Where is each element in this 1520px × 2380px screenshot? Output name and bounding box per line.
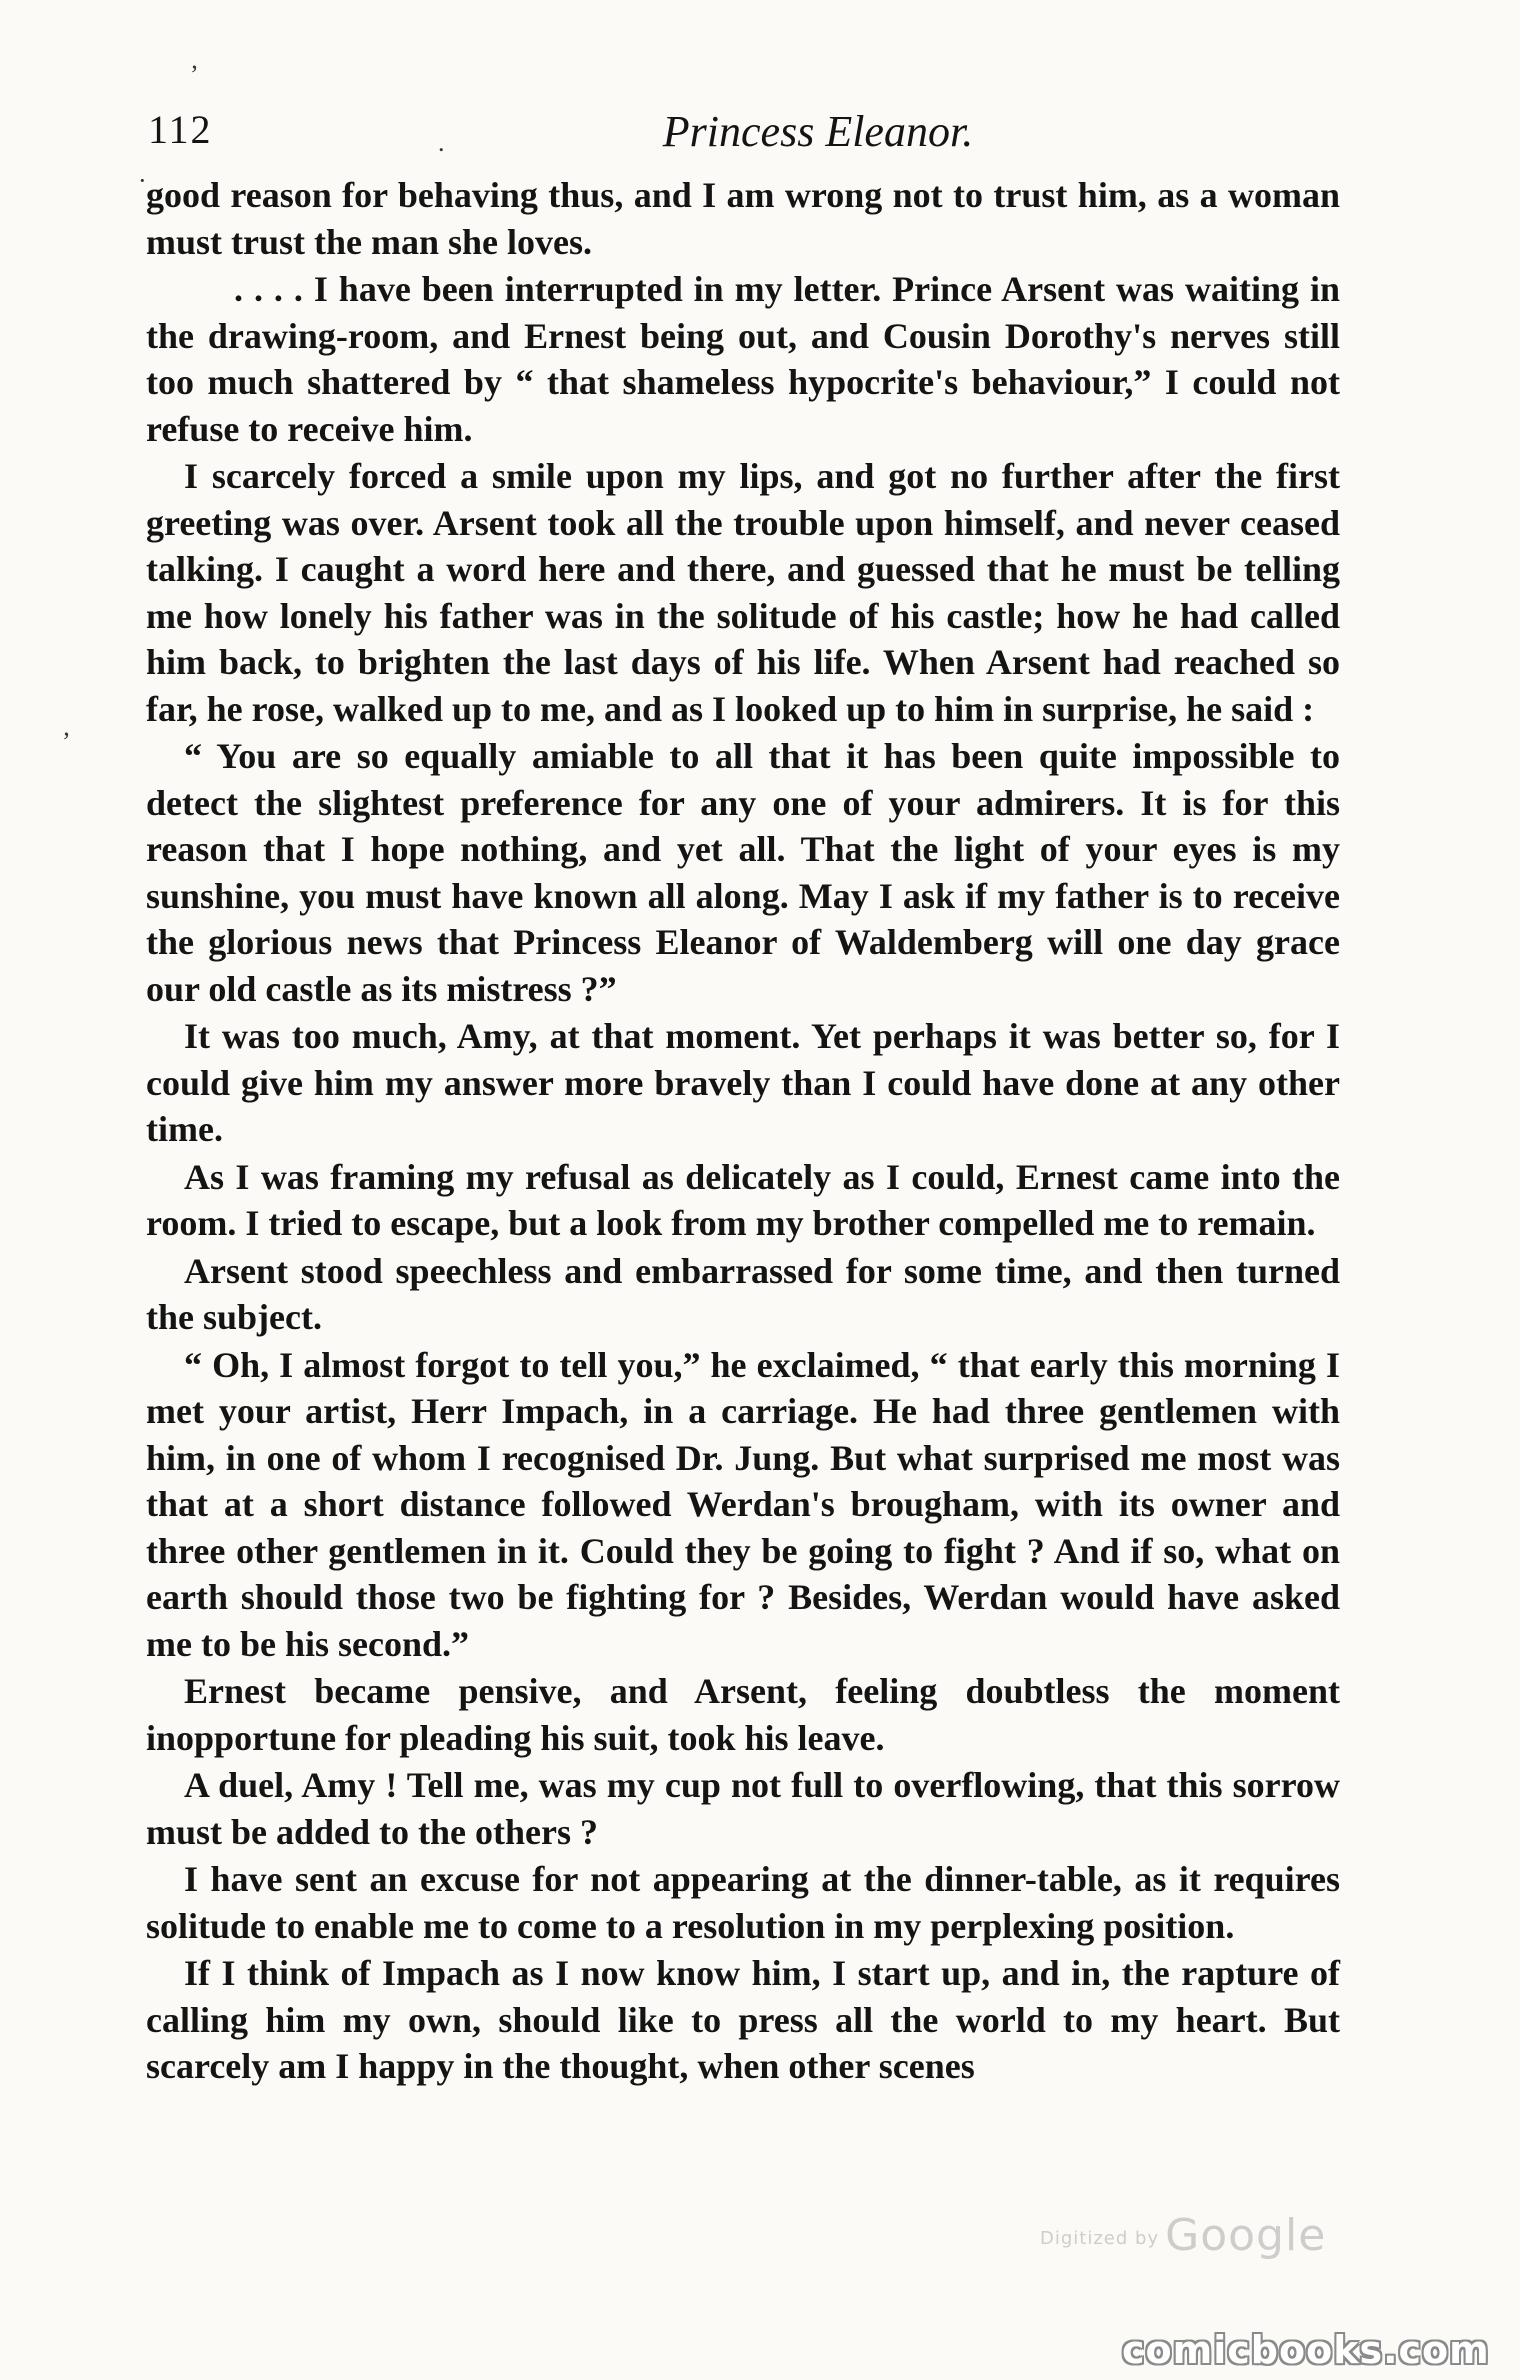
margin-speck: ’ xyxy=(190,60,199,89)
paragraph: Ernest became pensive, and Arsent, feeling doubtless the moment inopportune for pleading his suit, took his leave. xyxy=(146,1671,1340,1758)
paragraph: “ Oh, I almost forgot to tell you,” he exclaimed, “ that early this morning I met your artist, Herr Impach, in a carriage. He had three gentlemen with him, in one of whom I recognised Dr. Jung. But what surprised me most was that at a short distance followed Werdan's brougham, with its owner and three other gentlemen in it. Could they be going to fight ? And if so, what on earth should those two be fighting for ? Besides, Werdan would have asked me to be his second.” xyxy=(146,1344,1340,1664)
paragraph: It was too much, Amy, at that moment. Yet perhaps it was better so, for I could give him my answer more bravely than I could have done at any other time. xyxy=(146,1016,1340,1149)
body-text xyxy=(146,172,1340,2091)
google-watermark-text: Google xyxy=(1165,2210,1327,2261)
paragraph: I scarcely forced a smile upon my lips, and got no further after the first greeting was over. Arsent took all the trouble upon himself, and never ceased talking. I caught a word here and there, and guessed that he must be telling me how lonely his father was in the solitude of his castle; how he had called him back, to brighten the last days of his life. When Arsent had reached so far, he rose, walked up to me, and as I looked up to him in surprise, he said : xyxy=(146,456,1340,729)
page-number: 112 xyxy=(148,107,213,152)
margin-speck: . xyxy=(438,128,445,157)
site-watermark: comicbooks.com xyxy=(1122,2328,1490,2372)
margin-speck: ‚ xyxy=(62,712,71,741)
paragraph: “ You are so equally amiable to all that it has been quite impossible to detect the slightest preference for any one of your admirers. It is for this reason that I hope nothing, and yet all. That the light of your eyes is my sunshine, you must have known all along. May I ask if my father is to receive the glorious news that Princess Eleanor of Waldemberg will one day grace our old castle as its mistress ?” xyxy=(146,736,1340,1009)
paragraph: A duel, Amy ! Tell me, was my cup not full to overflowing, that this sorrow must be added to the others ? xyxy=(146,1765,1340,1852)
paragraph: good reason for behaving thus, and I am wrong not to trust him, as a woman must trust the man she loves. xyxy=(146,175,1340,262)
margin-speck: · xyxy=(138,166,147,195)
google-watermark-prefix: Digitized by xyxy=(1040,2227,1160,2249)
paragraph: If I think of Impach as I now know him, I start up, and in, the rapture of calling him my own, should like to press all the world to my heart. But scarcely am I happy in the thought, when other scenes xyxy=(146,1953,1340,2086)
running-head xyxy=(148,100,1348,160)
paragraph: As I was framing my refusal as delicately as I could, Ernest came into the room. I tried to escape, but a look from my brother compelled me to remain. xyxy=(146,1156,1340,1243)
paragraph: . . . . I have been interrupted in my letter. Prince Arsent was waiting in the drawing-room, and Ernest being out, and Cousin Dorothy's nerves still too much shattered by “ that shameless hypocrite's behaviour,” I could not refuse to receive him. xyxy=(146,269,1340,449)
paragraph: I have sent an excuse for not appearing at the dinner-table, as it requires solitude to enable me to come to a resolution in my perplexing position. xyxy=(146,1859,1340,1946)
paragraph: Arsent stood speechless and embarrassed for some time, and then turned the subject. xyxy=(146,1250,1340,1337)
running-title: Princess Eleanor. xyxy=(662,107,974,156)
google-watermark xyxy=(1040,2210,1326,2261)
